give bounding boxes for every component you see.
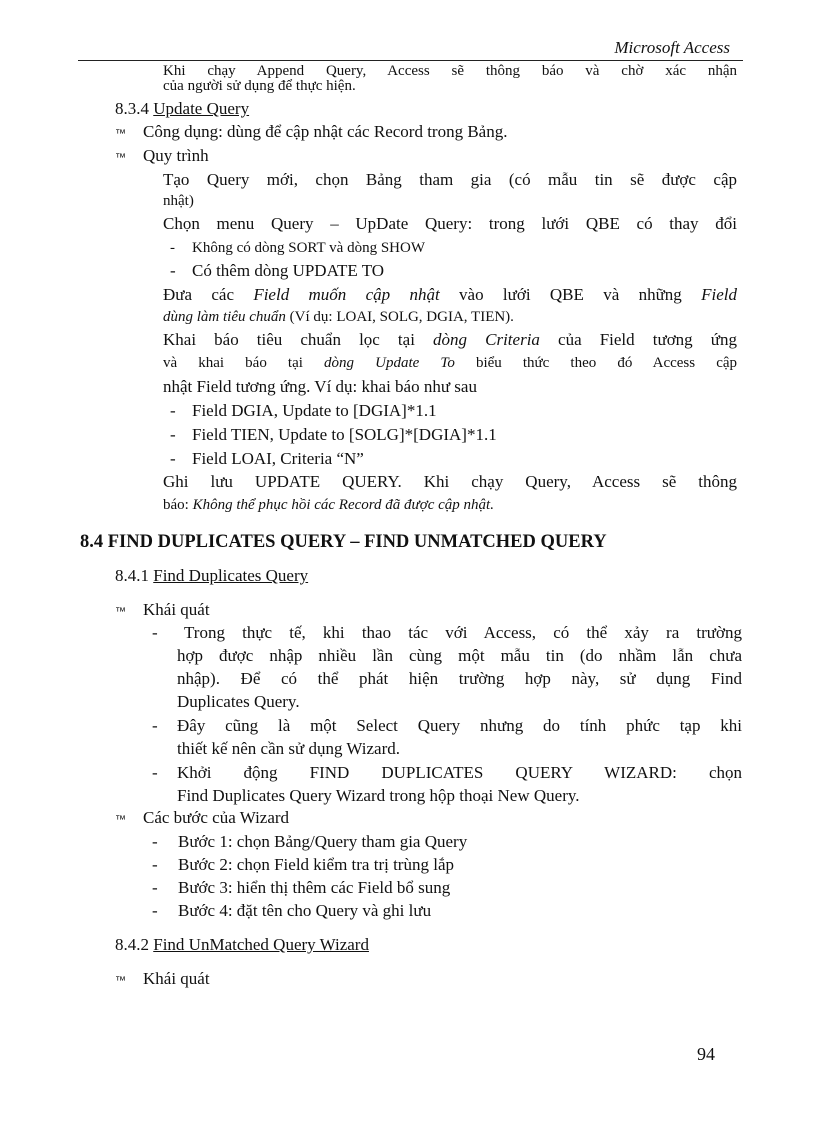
section-8-3-4-heading [115,99,249,119]
append-note-line2: của người sử dụng để thực hiện. [163,78,356,94]
para-tao-query-1: Tạo Query mới, chọn Bảng tham gia (có mẫu tin sẽ được cập [163,170,737,189]
dash-marker: - [170,401,176,420]
section-number: 8.4.1 [115,566,149,585]
bullet-quy-trinh [115,146,209,168]
item-select-query-2: thiết kế nên cần sử dụng Wizard. [177,739,401,758]
para-khai-bao-1 [163,330,737,350]
step-text: Bước 1: chọn Bảng/Query tham gia Query [178,832,468,851]
para-ghi-luu-2 [163,497,494,513]
text-emphasis: Không thể phục hồi các Record đã được cập nhật. [192,497,494,513]
section-8-4-2-heading [115,935,369,955]
append-note-line1: Khi chạy Append Query, Access sẽ thông báo và chờ xác nhận [163,63,737,79]
tm-bullet-icon: ™ [115,128,126,140]
dash-marker: - [170,261,176,280]
dash-text: Không có dòng SORT và dòng SHOW [192,240,425,256]
bullet-khai-quat [115,600,210,622]
para-khai-bao-3: nhật Field tương ứng. Ví dụ: khai báo như sau [163,377,477,396]
dash-marker: - [170,449,176,468]
text-run: và khai báo tại [163,355,325,371]
bullet-text: Khái quát [143,600,210,619]
page-number: 94 [697,1044,715,1064]
para-khai-bao-2 [163,355,737,371]
text-run: (Ví dụ: LOAI, SOLG, DGIA, TIEN). [285,309,514,325]
text-run: Đưa các [163,285,254,304]
step-text: Bước 2: chọn Field kiểm tra trị trùng lắp [178,855,454,874]
dash-text: Field DGIA, Update to [DGIA]*1.1 [192,401,437,420]
dash-marker: - [170,240,175,256]
text-emphasis: dùng làm tiêu chuẩn [163,309,286,325]
text-run: Khai báo tiêu chuẩn lọc tại [163,330,434,349]
bullet-khai-quat-2 [115,969,210,991]
bullet-text: Công dụng: dùng để cập nhật các Record trong Bảng. [143,122,508,141]
text-emphasis: dòng Update To [324,355,455,371]
section-number: 8.3.4 [115,99,149,118]
text-run: báo: [163,497,193,513]
item-thuc-te-3: nhập). Để có thể phát hiện trường hợp này, sử dụng Find [177,669,742,688]
bullet-text: Các bước của Wizard [143,808,290,827]
para-ghi-luu-1: Ghi lưu UPDATE QUERY. Khi chạy Query, Access sẽ thông [163,472,737,491]
dash-marker: - [152,623,158,642]
dash-item-dgia [170,401,437,421]
section-number: 8.4.2 [115,935,149,954]
item-thuc-te-4: Duplicates Query. [177,692,300,711]
step-2 [152,855,454,875]
step-1 [152,832,467,852]
dash-item-loai [170,449,364,469]
bullet-text: Quy trình [143,146,209,165]
section-title: Find UnMatched Query Wizard [153,935,369,954]
tm-bullet-icon: ™ [115,975,126,987]
dash-marker: - [152,901,158,920]
dash-text: Field LOAI, Criteria “N” [192,449,364,468]
text-run: của Field tương ứng [539,330,737,349]
dash-text: Có thêm dòng UPDATE TO [192,261,385,280]
text-run: vào lưới QBE và những [439,285,702,304]
step-text: Bước 3: hiển thị thêm các Field bổ sung [178,878,451,897]
text-run: biểu thức theo đó Access cập [454,355,738,371]
dash-text: Field TIEN, Update to [SOLG]*[DGIA]*1.1 [192,425,497,444]
dash-marker: - [152,878,158,897]
step-text: Bước 4: đặt tên cho Query và ghi lưu [178,901,432,920]
para-dua-field-2 [163,309,514,325]
bullet-text: Khái quát [143,969,210,988]
dash-marker: - [152,763,158,782]
tm-bullet-icon: ™ [115,814,126,826]
para-dua-field-1 [163,285,737,305]
dash-marker: - [170,425,176,444]
item-khoi-dong-2: Find Duplicates Query Wizard trong hộp thoại New Query. [177,786,580,805]
header-rule [78,60,743,61]
text-emphasis: Field muốn cập nhật [253,285,440,304]
section-8-4-1-heading [115,566,308,586]
section-title: Find Duplicates Query [153,566,309,585]
tm-bullet-icon: ™ [115,606,126,618]
tm-bullet-icon: ™ [115,152,126,164]
item-select-query-1: Đây cũng là một Select Query nhưng do tính phức tạp khi [177,716,742,735]
dash-item-tien [170,425,497,445]
bullet-cac-buoc [115,808,289,830]
section-title: Update Query [153,99,250,118]
text-emphasis: dòng Criteria [433,330,540,349]
para-tao-query-2: nhật) [163,193,194,209]
item-khoi-dong-1: Khởi động FIND DUPLICATES QUERY WIZARD: chọn [177,763,742,782]
bullet-cong-dung [115,122,507,144]
running-header: Microsoft Access [614,38,730,57]
para-chon-menu: Chọn menu Query – UpDate Query: trong lưới QBE có thay đổi [163,214,737,233]
dash-item-no-sort [170,240,425,256]
dash-marker: - [152,832,158,851]
dash-item-update-to [170,261,384,281]
dash-marker: - [152,855,158,874]
step-3 [152,878,450,898]
item-thuc-te-1: Trong thực tế, khi thao tác với Access, có thể xảy ra trường [184,623,742,642]
step-4 [152,901,431,921]
dash-marker: - [152,716,158,735]
section-8-4-heading: 8.4 FIND DUPLICATES QUERY – FIND UNMATCHED QUERY [80,532,607,552]
text-emphasis: Field [701,285,737,304]
item-thuc-te-2: hợp được nhập nhiều lần cùng một mẫu tin (do nhầm lẫn chưa [177,646,742,665]
